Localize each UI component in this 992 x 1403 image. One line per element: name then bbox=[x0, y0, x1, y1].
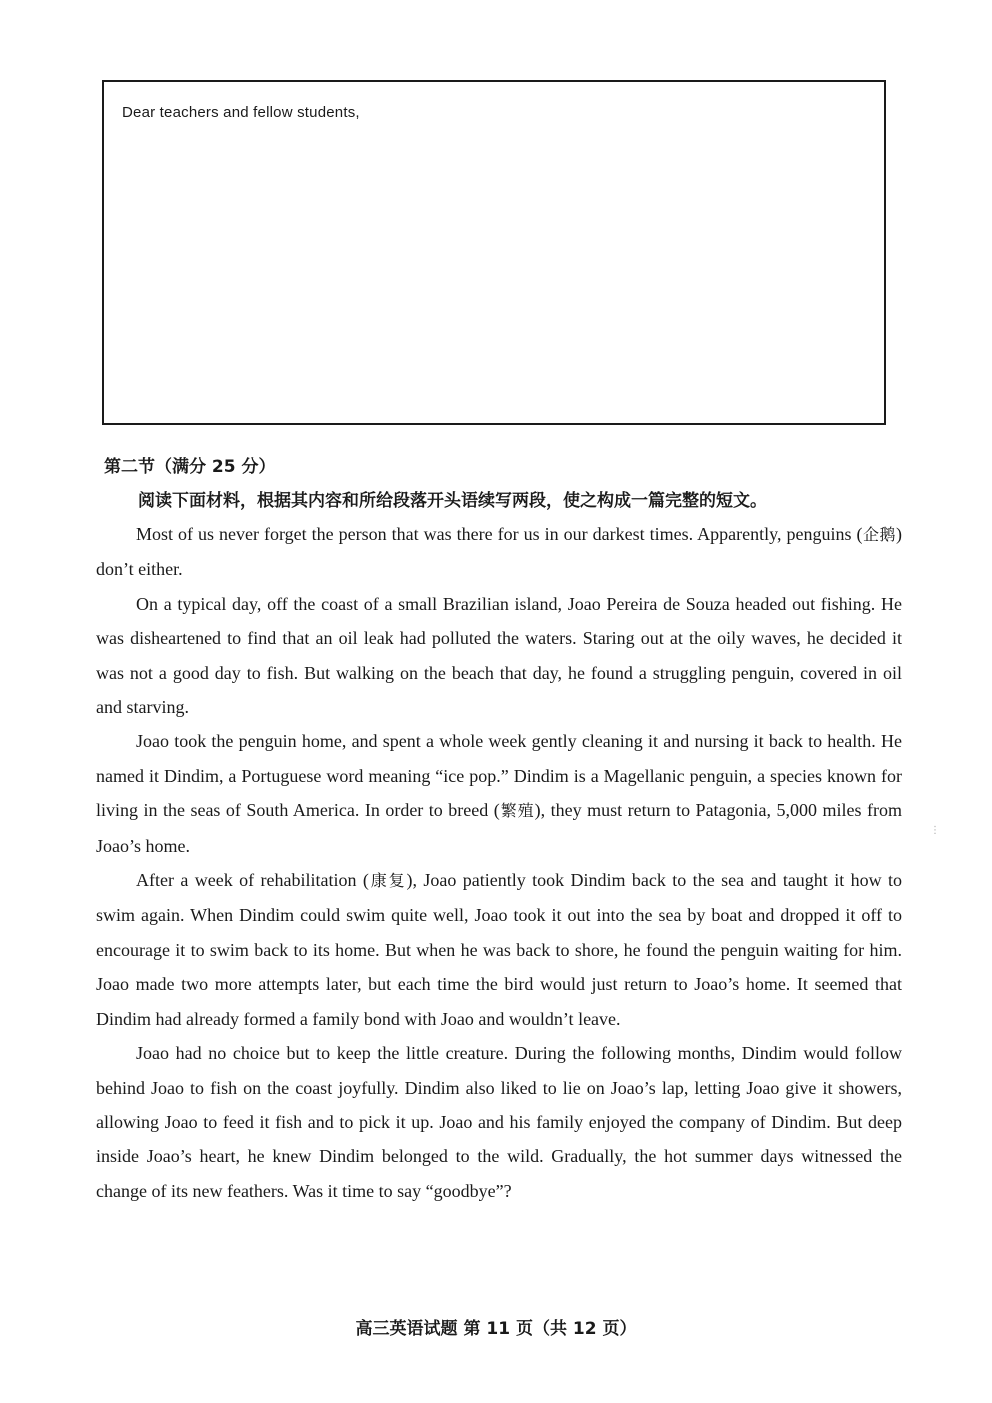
paragraph-text: ), Joao patiently took Dindim back to the sea and taught it how to swim again. When Dindim could swim quite well, Joao took it out into the sea by boat and dropped it off to encourage it to swim back to its home. But when he was back to shore, he found the penguin waiting for him. Joao made two more attempts later, but each time the bird would just return to Joao’s home. It seemed that Dindim had already formed a family bond with Joao and wouldn’t leave. bbox=[96, 870, 902, 1029]
passage-paragraph-1 bbox=[96, 517, 902, 587]
paragraph-text: Joao took the penguin home, and spent a whole week gently cleaning it and nursing it back to health. He named it Dindim, a Portuguese word meaning “ice pop.” Dindim is a Magellanic penguin, a species known for living in the seas of South America. In order to breed ( bbox=[96, 731, 902, 821]
paragraph-text: Most of us never forget the person that was there for us in our darkest times. Apparently, penguins ( bbox=[136, 524, 863, 544]
page-footer: 高三英语试题 第 11 页（共 12 页） bbox=[355, 1319, 637, 1339]
section-instruction: 阅读下面材料，根据其内容和所给段落开头语续写两段，使之构成一篇完整的短文。 bbox=[138, 491, 767, 511]
passage-paragraph-5: Joao had no choice but to keep the little creature. During the following months, Dindim would follow behind Joao to fish on the coast joyfully. Dindim also liked to lie on Joao’s lap, letting Joao give it showers, allowing Joao to feed it fish and to pick it up. Joao and his family enjoyed the company of Dindim. But deep inside Joao’s heart, he knew Dindim belonged to the wild. Gradually, the hot summer days witnessed the change of its new feathers. Was it time to say “goodbye”? bbox=[96, 1043, 902, 1201]
paragraph-text: ) don’t either. bbox=[96, 524, 902, 580]
paragraph-text: After a week of rehabilitation ( bbox=[136, 870, 369, 891]
passage-paragraph-2: On a typical day, off the coast of a small Brazilian island, Joao Pereira de Souza headed out fishing. He was disheartened to find that an oil leak had polluted the waters. Staring out at the oily waves, he decided it was not a good day to fish. But walking on the beach that day, he found a struggling penguin, covered in oil and starving. bbox=[96, 593, 902, 718]
passage-paragraph-3 bbox=[96, 724, 902, 863]
letter-salutation: Dear teachers and fellow students, bbox=[122, 104, 360, 121]
passage-paragraph-4 bbox=[96, 863, 902, 1036]
section-title: 第二节（满分 25 分） bbox=[104, 457, 276, 477]
answer-writing-box[interactable] bbox=[102, 80, 886, 425]
reading-passage bbox=[96, 517, 902, 1208]
chinese-gloss: 企鹅 bbox=[862, 525, 896, 544]
margin-scan-mark: ⋮ bbox=[930, 825, 940, 836]
chinese-gloss: 繁殖 bbox=[499, 801, 535, 821]
paragraph-text: ), they must return to Patagonia, 5,000 miles from Joao’s home. bbox=[96, 800, 902, 856]
chinese-gloss: 康复 bbox=[368, 871, 407, 891]
